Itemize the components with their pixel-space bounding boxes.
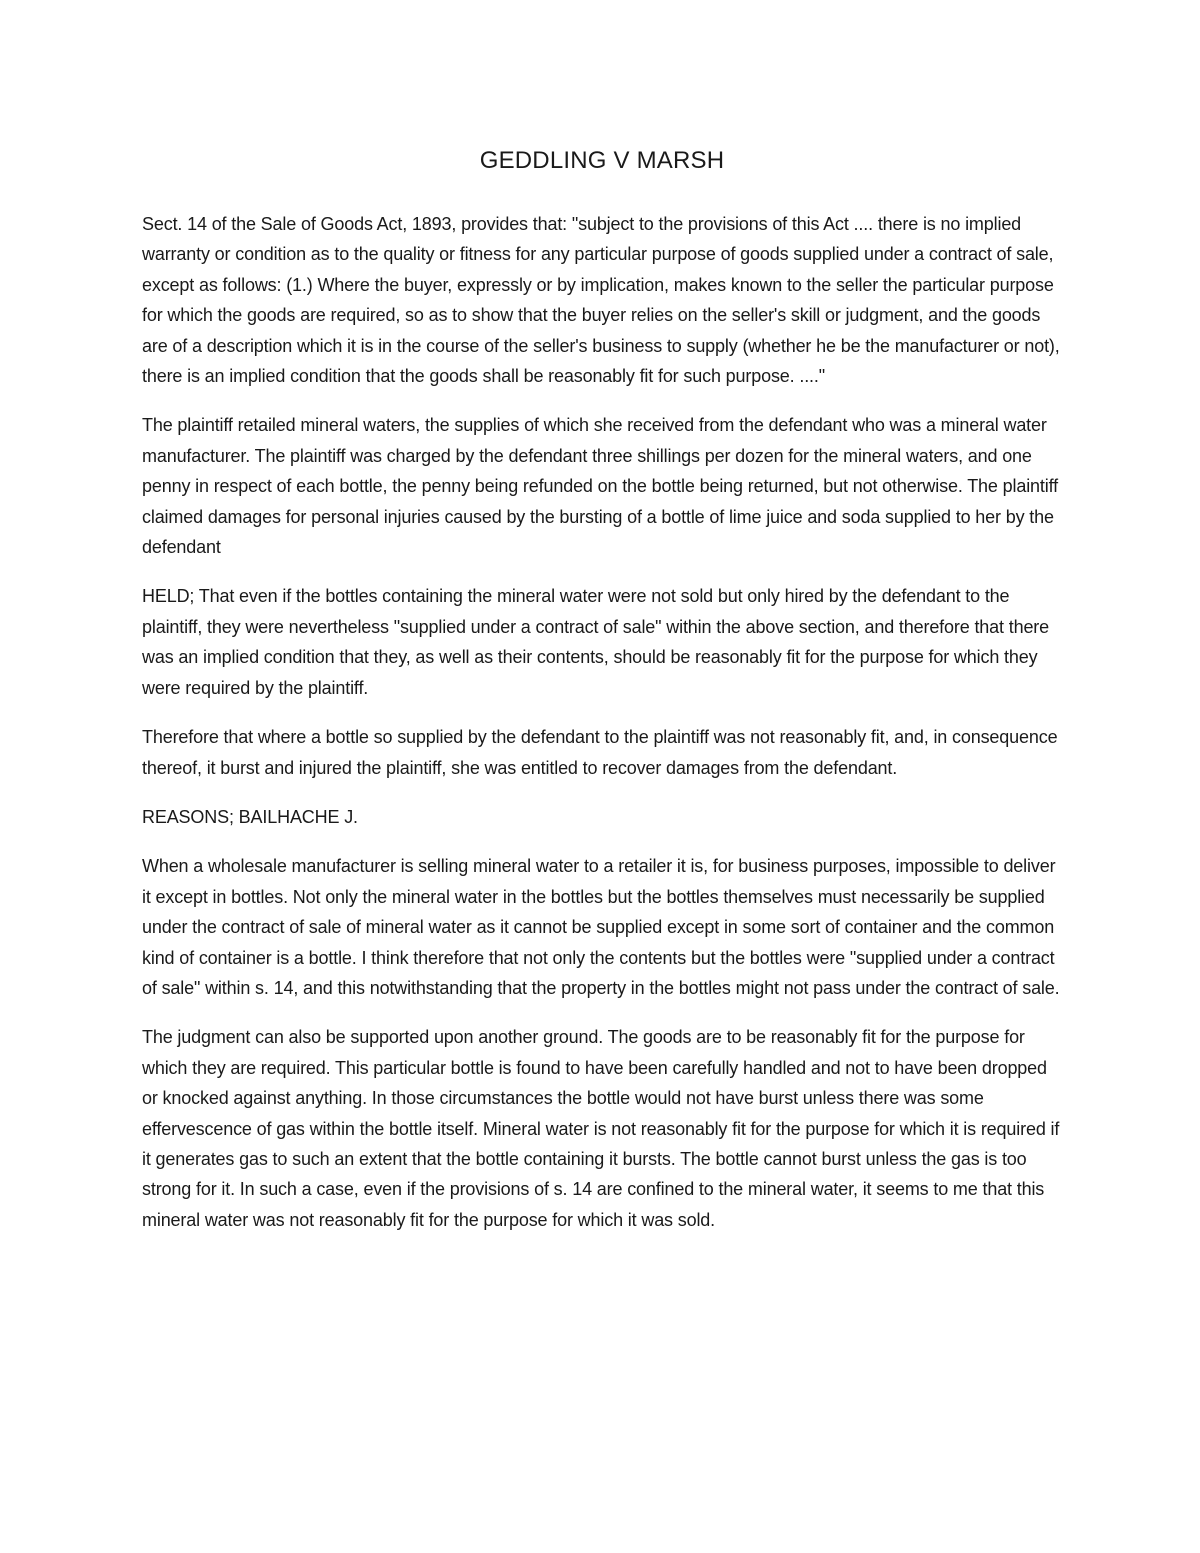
document-page	[142, 146, 1062, 1254]
facts-paragraph: The plaintiff retailed mineral waters, the supplies of which she received from the defendant who was a mineral water manufacturer. The plaintiff was charged by the defendant three shillings per dozen for the mineral waters, and one penny in respect of each bottle, the penny being refunded on the bottle being returned, but not otherwise. The plaintiff claimed damages for personal injuries caused by the bursting of a bottle of lime juice and soda supplied to her by the defendant	[142, 415, 1058, 558]
reasons-paragraph-1: When a wholesale manufacturer is selling mineral water to a retailer it is, for business purposes, impossible to deliver it except in bottles. Not only the mineral water in the bottles but the bottles themselves must necessarily be supplied under the contract of sale of mineral water as it cannot be supplied except in some sort of container and the common kind of container is a bottle. I think therefore that not only the contents but the bottles were "supplied under a contract of sale" within s. 14, and this notwithstanding that the property in the bottles might not pass under the contract of sale.	[142, 856, 1060, 998]
reasons-heading: REASONS; BAILHACHE J.	[142, 806, 358, 827]
conclusion-paragraph: Therefore that where a bottle so supplied by the defendant to the plaintiff was not reasonably fit, and, in consequence thereof, it burst and injured the plaintiff, she was entitled to recover damages from the defendant.	[142, 727, 1058, 778]
reasons-paragraph-2: The judgment can also be supported upon another ground. The goods are to be reasonably fit for the purpose for which they are required. This particular bottle is found to have been carefully handled and not to have been dropped or knocked against anything. In those circumstances the bottle would not have burst unless there was some effervescence of gas within the bottle itself. Mineral water is not reasonably fit for the purpose for which it is required if it generates gas to such an extent that the bottle containing it bursts. The bottle cannot burst unless the gas is too strong for it. In such a case, even if the provisions of s. 14 are confined to the mineral water, it seems to me that this mineral water was not reasonably fit for the purpose for which it was sold.	[142, 1027, 1060, 1230]
statute-paragraph: Sect. 14 of the Sale of Goods Act, 1893, provides that: "subject to the provisions of this Act .... there is no implied warranty or condition as to the quality or fitness for any particular purpose of goods supplied under a contract of sale, except as follows: (1.) Where the buyer, expressly or by implication, makes known to the seller the particular purpose for which the goods are required, so as to show that the buyer relies on the seller's skill or judgment, and the goods are of a description which it is in the course of the seller's business to supply (whether he be the manufacturer or not), there is an implied condition that the goods shall be reasonably fit for such purpose. ...."	[142, 214, 1060, 387]
held-paragraph: HELD; That even if the bottles containing the mineral water were not sold but only hired by the defendant to the plaintiff, they were nevertheless "supplied under a contract of sale" within the above section, and therefore that there was an implied condition that they, as well as their contents, should be reasonably fit for the purpose for which they were required by the plaintiff.	[142, 586, 1050, 698]
document-title: GEDDLING V MARSH	[479, 147, 725, 174]
